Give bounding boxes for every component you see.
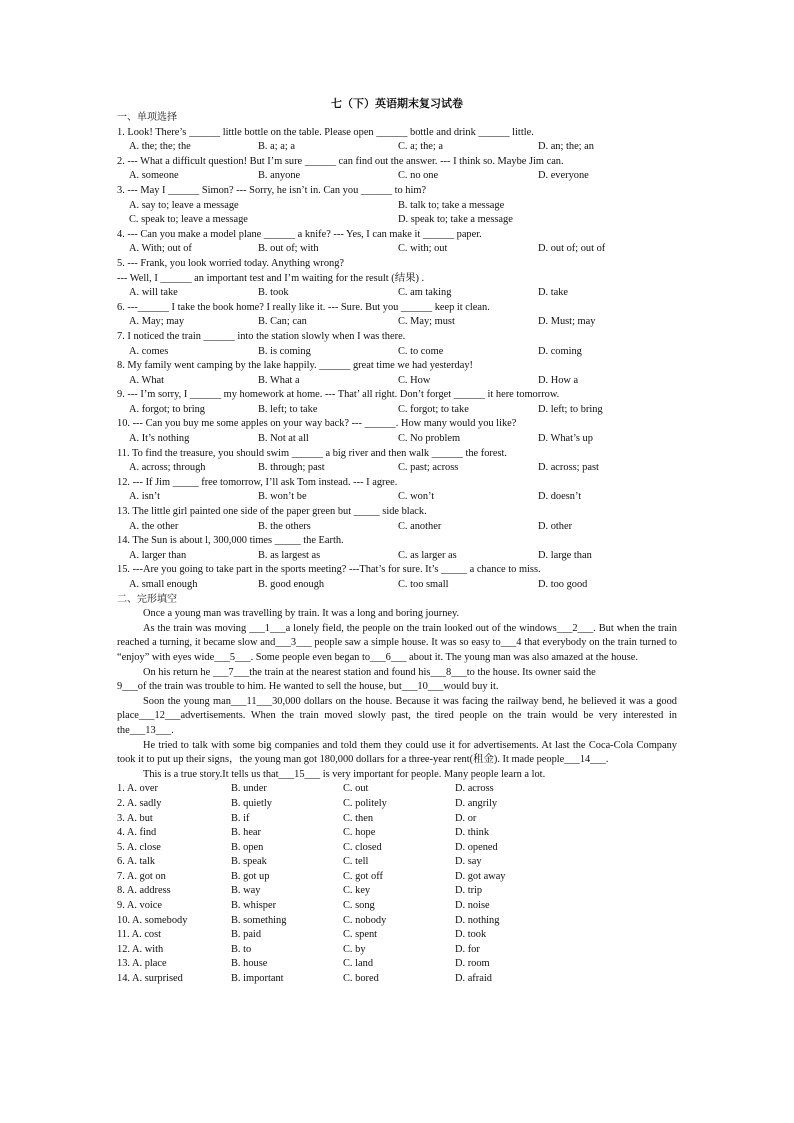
answer-option[interactable]: B. won’t be: [258, 491, 307, 503]
cloze-option[interactable]: D. trip: [455, 885, 483, 897]
question-stem: 9. --- I’m sorry, I ______ my homework at home. --- That’ all right. Don’t forget ______ it here tomorrow.: [117, 389, 560, 401]
answer-options: [117, 140, 677, 155]
answer-option[interactable]: D. coming: [538, 345, 582, 357]
answer-options: [117, 490, 677, 505]
exam-page: [117, 96, 677, 987]
answer-option[interactable]: A. say to; leave a message: [129, 199, 239, 211]
passage-paragraph: Soon the young man___11___30,000 dollars on the house. Because it was facing the railway bend, he believed it was a good place___12___advertisements. When the train moved slowly past, the tired people on the train would be very interested in the___13___.: [117, 695, 677, 736]
answer-option[interactable]: D. too good: [538, 579, 588, 590]
passage-paragraph: He tried to talk with some big companies and told them they could use it for advertisements. At last the Coca-Cola Company took it to put up their signs，the young man got 180,000 dollars for a three-year rent(租金). It made people___14___.: [117, 739, 677, 766]
answer-options: [117, 403, 677, 418]
cloze-option[interactable]: D. across: [455, 783, 494, 795]
question-stem: 5. --- Frank, you look worried today. Anything wrong?: [117, 257, 345, 269]
cloze-option[interactable]: B. house: [231, 958, 268, 970]
answer-option[interactable]: C. speak to; leave a message: [129, 214, 248, 226]
question-stem: 7. I noticed the train ______ into the station slowly when I was there.: [117, 330, 406, 342]
answer-option[interactable]: B. good enough: [258, 579, 325, 590]
cloze-option[interactable]: C. out: [343, 783, 369, 795]
cloze-option[interactable]: 13. A. place: [117, 958, 167, 970]
cloze-option[interactable]: C. bored: [343, 973, 379, 985]
cloze-option[interactable]: 12. A. with: [117, 943, 164, 955]
cloze-option[interactable]: C. nobody: [343, 914, 387, 926]
answer-options: [117, 242, 677, 257]
cloze-option[interactable]: B. hear: [231, 827, 262, 839]
answer-option[interactable]: D. other: [538, 520, 573, 532]
answer-options: [117, 520, 677, 535]
answer-option[interactable]: A. May; may: [129, 316, 185, 328]
passage-paragraph: 9___of the train was trouble to him. He wanted to sell the house, but___10___would buy it.: [117, 681, 499, 693]
answer-option[interactable]: B. a; a; a: [258, 141, 295, 153]
cloze-passage: [117, 607, 677, 782]
cloze-option[interactable]: B. important: [231, 973, 284, 985]
answer-option[interactable]: A. With; out of: [129, 243, 192, 255]
cloze-option[interactable]: C. got off: [343, 870, 383, 882]
answer-option[interactable]: C. another: [398, 520, 442, 532]
answer-option[interactable]: C. with; out: [398, 243, 448, 255]
question-stem: 6. ---______ I take the book home? I really like it. --- Sure. But you ______ keep it clean.: [117, 301, 490, 313]
cloze-option[interactable]: C. tell: [343, 856, 369, 868]
cloze-option[interactable]: 3. A. but: [117, 812, 153, 824]
cloze-option[interactable]: D. afraid: [455, 973, 492, 985]
answer-option[interactable]: B. out of; with: [258, 243, 319, 255]
cloze-option[interactable]: D. got away: [455, 870, 506, 882]
answer-option[interactable]: B. took: [258, 287, 289, 299]
answer-option[interactable]: D. an; the; an: [538, 141, 594, 153]
cloze-option[interactable]: B. open: [231, 841, 264, 853]
answer-option[interactable]: A. isn’t: [129, 491, 160, 503]
cloze-option[interactable]: B. to: [231, 943, 252, 955]
cloze-option-row: [117, 943, 677, 958]
question-stem: 11. To find the treasure, you should swim ______ a big river and then walk ______ the forest.: [117, 447, 508, 459]
question-stem: --- Well, I ______ an important test and I’m waiting for the result (结果) .: [117, 272, 425, 284]
section-heading-cloze: 二、完形填空: [117, 593, 177, 605]
answer-option[interactable]: B. the others: [258, 520, 311, 532]
cloze-option[interactable]: D. opened: [455, 841, 498, 853]
cloze-option[interactable]: B. quietly: [231, 797, 272, 809]
answer-option[interactable]: C. too small: [398, 579, 449, 590]
cloze-option[interactable]: C. by: [343, 943, 366, 955]
cloze-option[interactable]: D. say: [455, 856, 482, 868]
answer-option[interactable]: B. Not at all: [258, 433, 309, 445]
multiple-choice-section: [117, 126, 677, 593]
answer-option[interactable]: B. anyone: [258, 170, 301, 182]
question-stem: 10. --- Can you buy me some apples on your way back? --- ______. How many would you like?: [117, 418, 517, 430]
cloze-option-row: [117, 782, 677, 797]
cloze-option[interactable]: D. room: [455, 958, 490, 970]
question-stem: 13. The little girl painted one side of the paper green but _____ side black.: [117, 506, 427, 518]
cloze-option[interactable]: 7. A. got on: [117, 870, 166, 882]
answer-option[interactable]: C. past; across: [398, 462, 459, 474]
answer-option[interactable]: B. talk to; take a message: [398, 199, 505, 211]
passage-paragraph: Once a young man was travelling by train. It was a long and boring journey.: [143, 608, 460, 620]
answer-option[interactable]: C. as larger as: [398, 549, 457, 561]
answer-option[interactable]: D. What’s up: [538, 433, 593, 445]
answer-option[interactable]: A. What: [129, 374, 165, 386]
cloze-option[interactable]: B. paid: [231, 929, 262, 941]
question-stem: 2. --- What a difficult question! But I’m sure ______ can find out the answer. --- I think so. Maybe Jim can.: [117, 155, 564, 167]
cloze-option[interactable]: D. nothing: [455, 914, 500, 926]
question-stem: 15. ---Are you going to take part in the sports meeting? ---That’s for sure. It’s _____ a chance to miss.: [117, 564, 541, 576]
answer-option[interactable]: B. Can; can: [258, 316, 307, 328]
answer-option[interactable]: C. to come: [398, 345, 444, 357]
cloze-option[interactable]: C. closed: [343, 841, 382, 853]
cloze-option[interactable]: 4. A. find: [117, 827, 157, 839]
cloze-option[interactable]: 9. A. voice: [117, 900, 163, 912]
cloze-option[interactable]: B. way: [231, 885, 261, 897]
cloze-options: [117, 782, 677, 986]
cloze-option[interactable]: C. land: [343, 958, 374, 970]
cloze-option[interactable]: D. for: [455, 943, 480, 955]
answer-option[interactable]: A. the; the; the: [129, 141, 191, 153]
cloze-option[interactable]: 11. A. cost: [117, 929, 162, 941]
answer-option[interactable]: A. will take: [129, 287, 178, 299]
passage-paragraph: On his return he ___7___the train at the nearest station and found his___8___to the house. Its owner said the: [143, 666, 596, 678]
answer-options: [117, 286, 677, 301]
answer-option[interactable]: C. How: [398, 374, 431, 386]
answer-options: [117, 169, 677, 184]
answer-option[interactable]: A. forgot; to bring: [129, 403, 206, 415]
cloze-option[interactable]: 2. A. sadly: [117, 797, 162, 809]
cloze-option[interactable]: 10. A. somebody: [117, 914, 188, 926]
cloze-option-row: [117, 841, 677, 856]
cloze-option[interactable]: C. hope: [343, 827, 376, 839]
answer-option[interactable]: C. a; the; a: [398, 141, 444, 153]
answer-option[interactable]: D. How a: [538, 374, 579, 386]
passage-paragraph: This is a true story.It tells us that___15___ is very important for people. Many people learn a lot.: [143, 768, 546, 780]
answer-option[interactable]: D. across; past: [538, 462, 599, 474]
cloze-option-row: [117, 826, 677, 841]
answer-options: [117, 549, 677, 564]
answer-option[interactable]: D. everyone: [538, 170, 589, 182]
cloze-option-row: [117, 855, 677, 870]
answer-option[interactable]: B. What a: [258, 374, 300, 386]
cloze-option[interactable]: D. took: [455, 929, 487, 941]
answer-options: [117, 461, 677, 476]
cloze-option[interactable]: B. under: [231, 783, 267, 795]
answer-option[interactable]: B. is coming: [258, 345, 311, 357]
answer-option[interactable]: A. across; through: [129, 462, 206, 474]
cloze-option-row: [117, 972, 677, 987]
question-stem: 14. The Sun is about l, 300,000 times _____ the Earth.: [117, 535, 344, 547]
answer-option[interactable]: A. It’s nothing: [129, 433, 190, 445]
answer-options: [117, 578, 677, 593]
section-heading-multiple-choice: 一、单项选择: [117, 112, 177, 123]
answer-option[interactable]: D. Must; may: [538, 316, 596, 328]
cloze-option-row: [117, 797, 677, 812]
answer-options: [117, 345, 677, 360]
answer-option[interactable]: D. take: [538, 287, 569, 299]
cloze-option[interactable]: B. whisper: [231, 900, 277, 912]
cloze-option-row: [117, 812, 677, 827]
answer-option[interactable]: C. am taking: [398, 287, 452, 299]
cloze-option-row: [117, 884, 677, 899]
cloze-option[interactable]: D. think: [455, 827, 490, 839]
cloze-option[interactable]: C. politely: [343, 797, 387, 809]
exam-title: 七（下）英语期末复习试卷: [331, 97, 463, 110]
answer-options: [117, 213, 677, 228]
answer-options: [117, 374, 677, 389]
cloze-option[interactable]: C. key: [343, 885, 371, 897]
answer-option[interactable]: D. doesn’t: [538, 491, 582, 503]
answer-option[interactable]: A. larger than: [129, 549, 187, 561]
cloze-option[interactable]: D. angrily: [455, 797, 498, 809]
answer-option[interactable]: D. speak to; take a message: [398, 214, 513, 226]
cloze-option-row: [117, 870, 677, 885]
cloze-option[interactable]: D. noise: [455, 900, 490, 912]
answer-option[interactable]: B. left; to take: [258, 403, 318, 415]
cloze-option-row: [117, 928, 677, 943]
passage-paragraph: As the train was moving ___1___a lonely field, the people on the train looked out of the windows___2___. But when the train reached a turning, it became slow and___3___ people saw a simple house. It was so easy to___4 that everybody on the train turned to “enjoy” with eyes wide___5___. Some people even began to___6___ about it. The young man was also amazed at the house.: [117, 622, 677, 663]
question-stem: 1. Look! There’s ______ little bottle on the table. Please open ______ bottle and drink ______ little.: [117, 126, 534, 138]
answer-option[interactable]: C. forgot; to take: [398, 403, 469, 415]
answer-options: [117, 432, 677, 447]
cloze-option[interactable]: B. something: [231, 914, 287, 926]
answer-option[interactable]: A. someone: [129, 170, 179, 182]
cloze-option[interactable]: C. song: [343, 900, 375, 912]
cloze-option-row: [117, 899, 677, 914]
answer-option[interactable]: A. the other: [129, 520, 179, 532]
answer-option[interactable]: D. large than: [538, 549, 592, 561]
question-stem: 4. --- Can you make a model plane ______ a knife? --- Yes, I can make it ______ paper.: [117, 228, 482, 240]
answer-option[interactable]: D. out of; out of: [538, 243, 606, 255]
cloze-option[interactable]: B. got up: [231, 870, 270, 882]
cloze-option-row: [117, 957, 677, 972]
question-stem: 3. --- May I ______ Simon? --- Sorry, he isn’t in. Can you ______ to him?: [117, 184, 427, 196]
answer-option[interactable]: D. left; to bring: [538, 403, 603, 415]
cloze-option[interactable]: B. if: [231, 812, 250, 824]
answer-options: [117, 199, 677, 214]
cloze-option[interactable]: 5. A. close: [117, 841, 161, 853]
cloze-option[interactable]: 14. A. surprised: [117, 973, 183, 985]
answer-option[interactable]: A. comes: [129, 345, 169, 357]
cloze-option[interactable]: C. spent: [343, 929, 378, 941]
cloze-option[interactable]: C. then: [343, 812, 374, 824]
cloze-option[interactable]: B. speak: [231, 856, 267, 868]
question-stem: 8. My family went camping by the lake happily. ______ great time we had yesterday!: [117, 360, 473, 372]
answer-option[interactable]: C. No problem: [398, 433, 461, 445]
answer-option[interactable]: C. no one: [398, 170, 439, 182]
cloze-option[interactable]: 6. A. talk: [117, 856, 156, 868]
answer-option[interactable]: B. as largest as: [258, 549, 321, 561]
cloze-option[interactable]: 8. A. address: [117, 885, 171, 897]
cloze-option-row: [117, 914, 677, 929]
answer-option[interactable]: C. won’t: [398, 491, 435, 503]
answer-option[interactable]: A. small enough: [129, 579, 198, 590]
cloze-option[interactable]: D. or: [455, 812, 477, 824]
cloze-option[interactable]: 1. A. over: [117, 783, 158, 795]
question-stem: 12. --- If Jim _____ free tomorrow, I’ll ask Tom instead. --- I agree.: [117, 476, 398, 488]
answer-option[interactable]: C. May; must: [398, 316, 455, 328]
answer-option[interactable]: B. through; past: [258, 462, 325, 474]
answer-options: [117, 315, 677, 330]
